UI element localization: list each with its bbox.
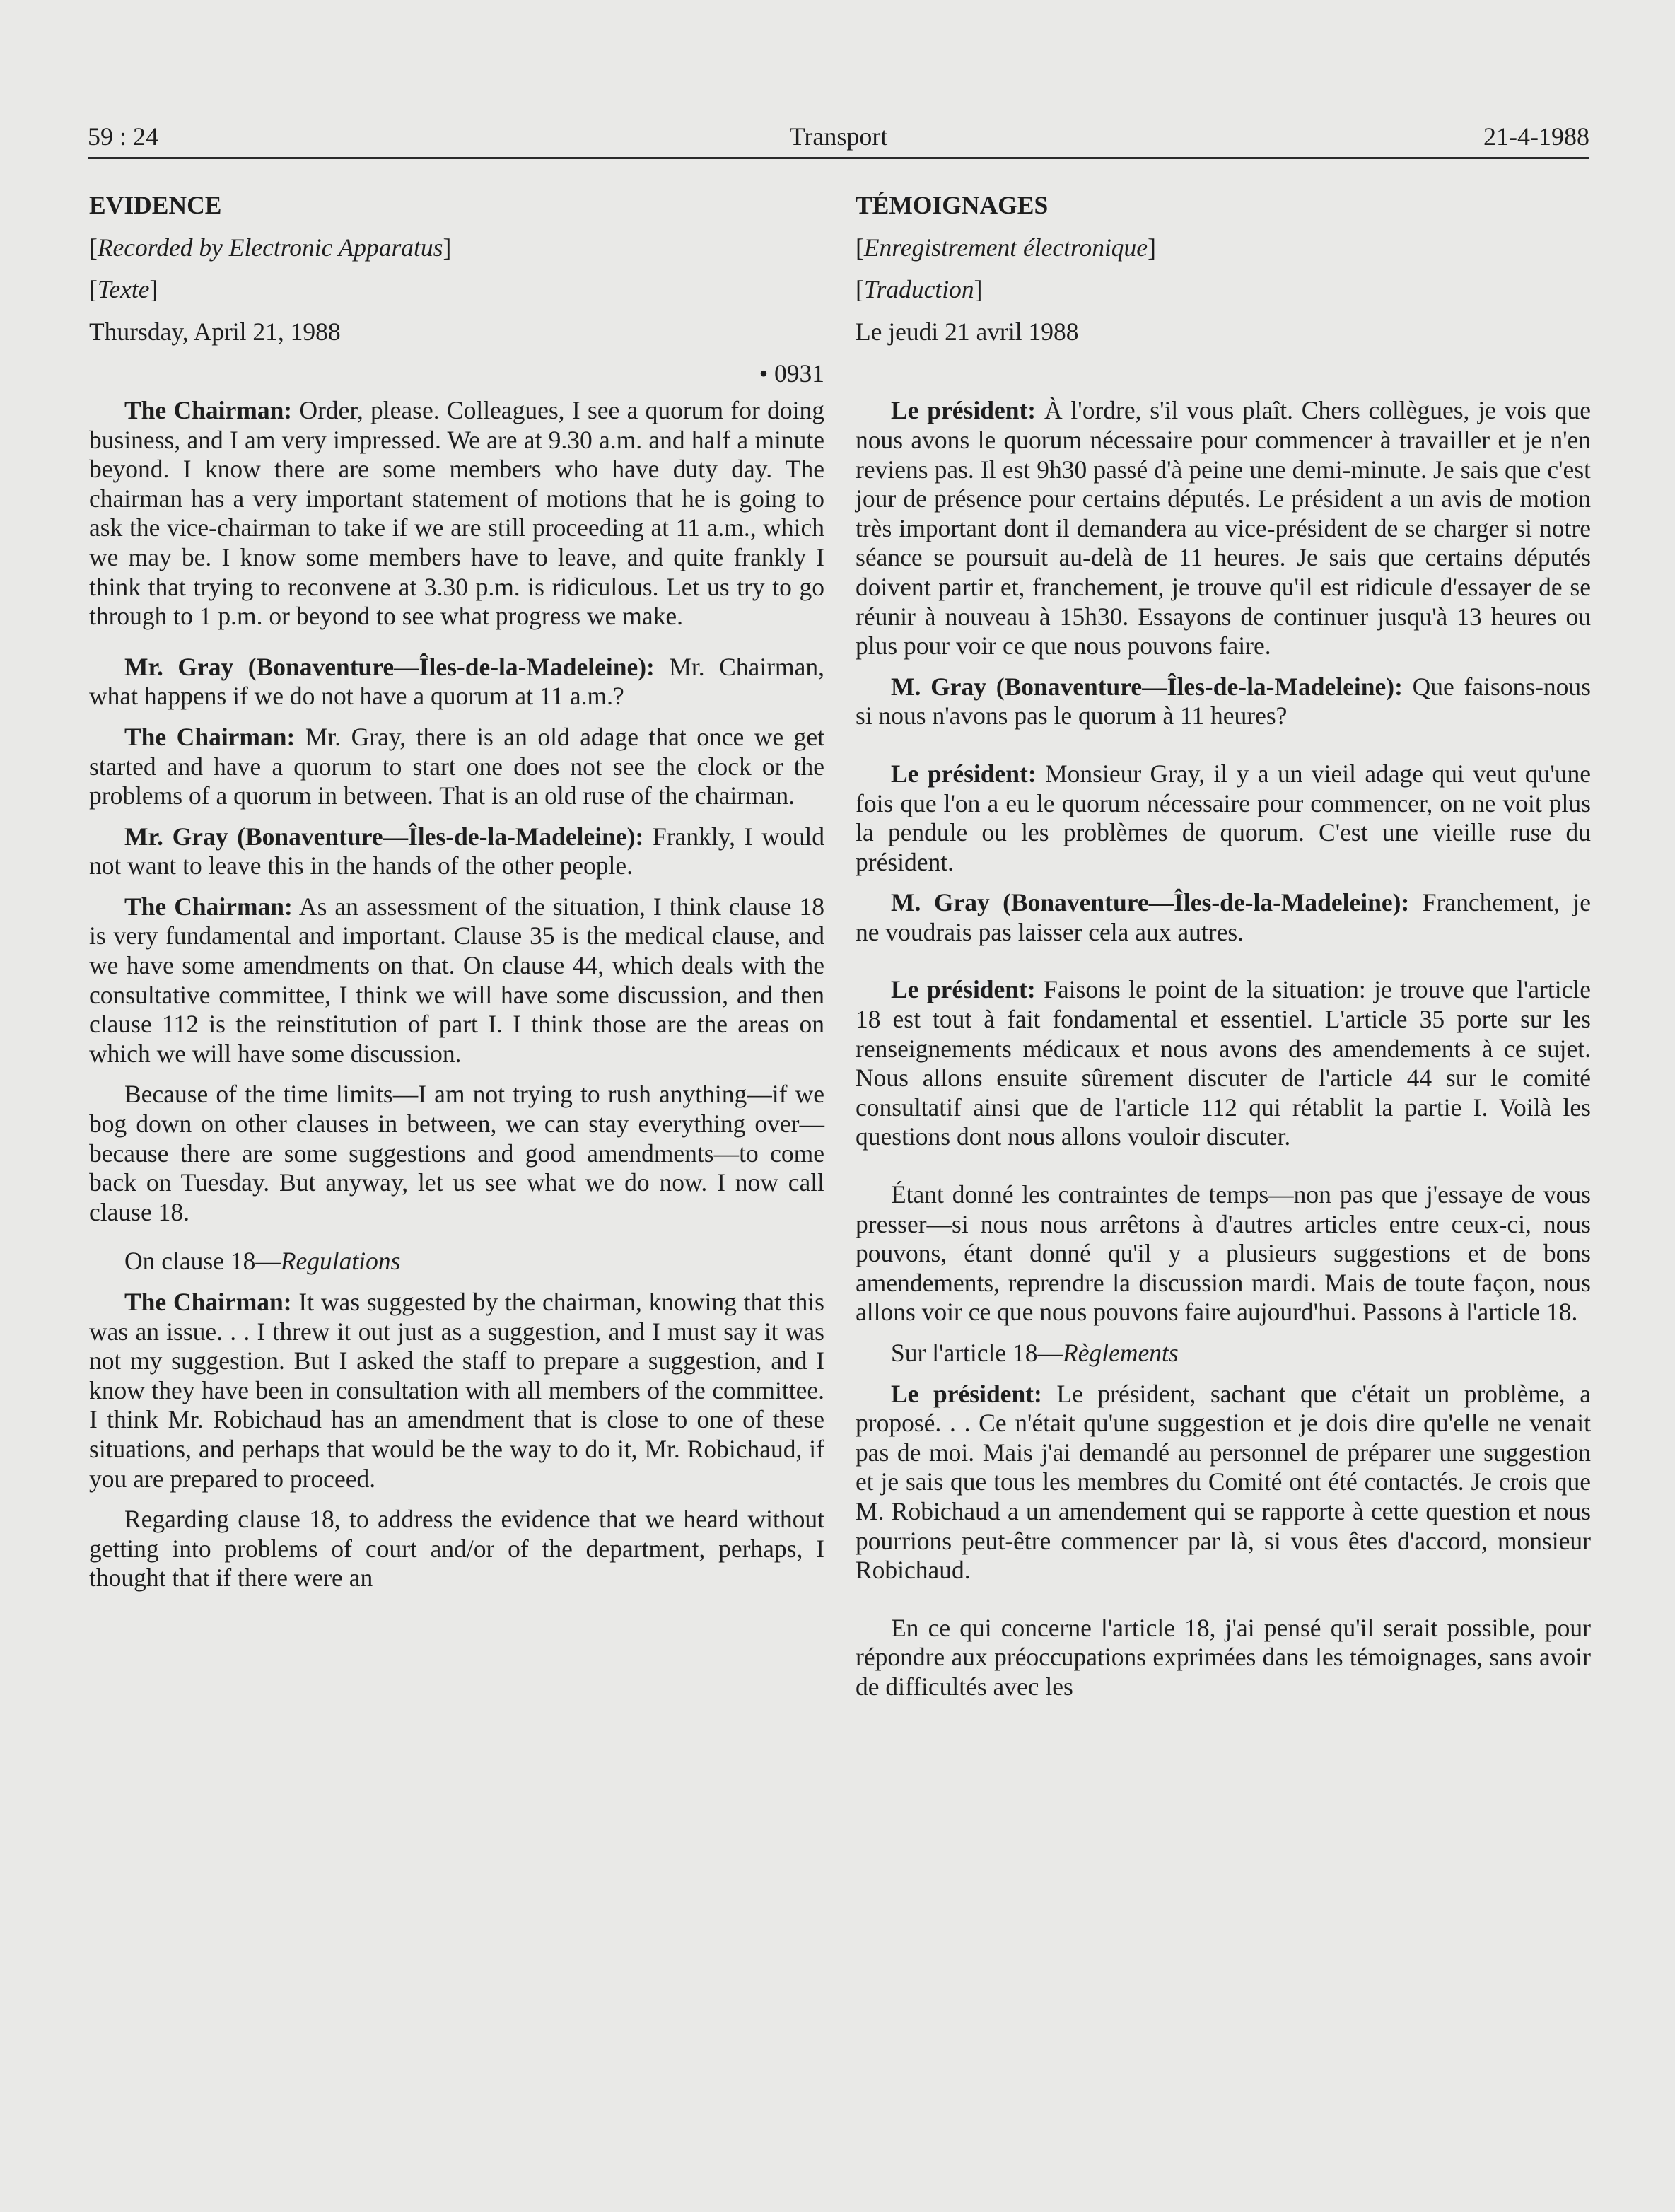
paragraph: Étant donné les contraintes de temps—non pas que j'essaye de vous presser—si nous nous arrêtons à d'autres articles entre ceux-ci, nous pouvons, étant donné qu'il y a plusieurs suggestions et de bons amendements, reprendre la discussion mardi. Mais de toute façon, nous allons voir ce que nous pouvons faire aujourd'hui. Passons à l'article 18. — [856, 1180, 1591, 1327]
paragraph: The Chairman: Order, please. Colleagues, I see a quorum for doing business, and I am very impressed. We are at 9.30 a.m. and half a minute beyond. I know there are some members who have duty day. The chairman has a very important statement of motions that he is going to ask the vice-chairman to take if we are still proceeding at 11 a.m., which we may be. I know some members have to leave, and quite frankly I think that trying to reconvene at 3.30 p.m. is ridiculous. Let us try to go through to 1 p.m. or beyond to see what progress we make. — [89, 395, 824, 631]
paragraph: En ce qui concerne l'article 18, j'ai pensé qu'il serait possible, pour répondre aux préoccupations exprimées dans les témoignages, sans avoir de difficultés avec les — [856, 1613, 1591, 1701]
text-note: [Texte] — [89, 275, 158, 304]
paragraph: M. Gray (Bonaventure—Îles-de-la-Madeleine): Que faisons-nous si nous n'avons pas le quorum à 11 heures? — [856, 672, 1591, 730]
date-line: Thursday, April 21, 1988 — [89, 317, 341, 346]
paragraph: Le président: À l'ordre, s'il vous plaît. Chers collègues, je vois que nous avons le quorum nécessaire pour commencer à travailler et je n'en reviens pas. Il est 9h30 passé d'à peine une demi-minute. Je sais que c'est jour de présence pour certains députés. Le président a un avis de motion très important dont il demandera au vice-président de se charger si notre séance se poursuit au-delà de 11 heures. Je sais que certains députés doivent partir et, franchement, je trouve qu'il est ridicule d'essayer de se réunir à nouveau à 15h30. Essayons de continuer jusqu'à 13 heures ou plus pour voir ce que nous pouvons faire. — [856, 396, 1591, 660]
running-header — [88, 122, 1589, 157]
page-number: 59 : 24 — [88, 122, 159, 151]
paragraph: Mr. Gray (Bonaventure—Îles-de-la-Madeleine): Mr. Chairman, what happens if we do not have a quorum at 11 a.m.? — [89, 652, 824, 711]
paragraph: The Chairman: It was suggested by the chairman, knowing that this was an issue. . . I threw it out just as a suggestion, and I must say it was not my suggestion. But I asked the staff to prepare a suggestion, and I know they have been in consultation with all members of the committee. I think Mr. Robichaud has an amendment that is close to one of these situations, and perhaps that would be the way to do it, Mr. Robichaud, if you are prepared to proceed. — [89, 1288, 824, 1493]
header-date: 21-4-1988 — [1483, 122, 1589, 151]
paragraph: Le président: Faisons le point de la situation: je trouve que l'article 18 est tout à fait fondamental et essentiel. L'article 35 porte sur les renseignements médicaux et nous avons des amendements à ce sujet. Nous allons ensuite sûrement discuter de l'article 44 sur le comité consultatif ainsi que de l'article 112 qui rétablit la partie I. Voilà les questions dont nous allons vouloir discuter. — [856, 975, 1591, 1151]
recorded-note: [Recorded by Electronic Apparatus] — [89, 233, 452, 262]
date-line: Le jeudi 21 avril 1988 — [856, 317, 1079, 346]
paragraph: Le président: Monsieur Gray, il y a un vieil adage qui veut qu'une fois que l'on a eu le quorum nécessaire pour commencer, on ne voit plus la pendule ou les problèmes de quorum. C'est une vieille ruse du président. — [856, 759, 1591, 876]
text-note: [Traduction] — [856, 275, 983, 304]
french-column — [856, 191, 1591, 1713]
paragraph: Le président: Le président, sachant que c'était un problème, a proposé. . . Ce n'était qu'une suggestion et je dois dire qu'elle ne venait pas de moi. Mais j'ai demandé au personnel de préparer une suggestion et je sais que tous les membres du Comité ont été contactés. Je crois que M. Robichaud a un amendement qui se rapporte à cette question et nous pourrions peut-être commencer par là, si vous êtes d'accord, monsieur Robichaud. — [856, 1379, 1591, 1585]
recorded-note: [Enregistrement électronique] — [856, 233, 1156, 262]
paragraph: The Chairman: Mr. Gray, there is an old adage that once we get started and have a quorum to start one does not see the clock or the problems of a quorum in between. That is an old ruse of the chairman. — [89, 722, 824, 810]
clause-heading: Sur l'article 18—Règlements — [891, 1339, 1179, 1367]
header-rule — [88, 157, 1589, 159]
paragraph: Mr. Gray (Bonaventure—Îles-de-la-Madeleine): Frankly, I would not want to leave this in the hands of the other people. — [89, 822, 825, 880]
paragraph: Regarding clause 18, to address the evidence that we heard without getting into problems of court and/or of the department, perhaps, I thought that if there were an — [89, 1505, 824, 1593]
paragraph: M. Gray (Bonaventure—Îles-de-la-Madeleine): Franchement, je ne voudrais pas laisser cela aux autres. — [856, 888, 1591, 946]
section-title: EVIDENCE — [89, 191, 222, 219]
time-marker: • 0931 — [759, 359, 824, 388]
header-committee: Transport — [789, 122, 888, 151]
section-title: TÉMOIGNAGES — [856, 191, 1049, 219]
clause-heading: On clause 18—Regulations — [124, 1247, 401, 1276]
english-column — [89, 191, 824, 1605]
paragraph: Because of the time limits—I am not trying to rush anything—if we bog down on other clauses in between, we can stay everything over—because there are some suggestions and good amendments—to come back on Tuesday. But anyway, let us see what we do now. I now call clause 18. — [89, 1080, 824, 1226]
paragraph: The Chairman: As an assessment of the situation, I think clause 18 is very fundamental and important. Clause 35 is the medical clause, and we have some amendments on that. On clause 44, which deals with the consultative committee, I think we will have some discussion, and then clause 112 is the reinstitution of part I. I think those are the areas on which we will have some discussion. — [89, 892, 825, 1068]
spacer — [856, 359, 1591, 396]
